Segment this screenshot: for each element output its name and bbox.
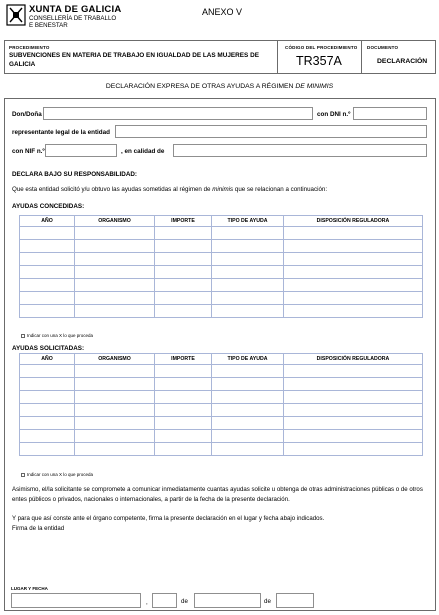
table-cell[interactable] <box>75 227 155 240</box>
table-cell[interactable] <box>20 404 75 417</box>
header-divider <box>277 41 278 73</box>
table-cell[interactable] <box>212 391 284 404</box>
table-cell[interactable] <box>20 378 75 391</box>
table-cell[interactable] <box>75 253 155 266</box>
year-field[interactable] <box>276 593 314 608</box>
table-cell[interactable] <box>284 253 423 266</box>
table-cell[interactable] <box>75 240 155 253</box>
table-row <box>20 391 423 404</box>
table-cell[interactable] <box>20 305 75 318</box>
table-cell[interactable] <box>75 430 155 443</box>
table-row <box>20 430 423 443</box>
table-cell[interactable] <box>155 365 212 378</box>
table-cell[interactable] <box>75 443 155 456</box>
declaration-form <box>4 98 436 611</box>
table-row <box>20 378 423 391</box>
attestation-paragraph: Y para que así conste ante el órgano competente, firma la presente declaración en el lugar y fecha abajo indicados. <box>12 515 325 522</box>
table-cell[interactable] <box>75 292 155 305</box>
table-row <box>20 266 423 279</box>
calidad-label: , en calidad de <box>121 148 165 155</box>
table-cell[interactable] <box>212 305 284 318</box>
table-cell[interactable] <box>212 443 284 456</box>
column-header: DISPOSICIÓN REGULADORA <box>284 216 423 227</box>
table-cell[interactable] <box>155 404 212 417</box>
nif-label: con NIF n.º <box>12 148 45 155</box>
column-header: AÑO <box>20 354 75 365</box>
column-header: ORGANISMO <box>75 216 155 227</box>
document-type: DECLARACIÓN <box>377 58 428 65</box>
table-cell[interactable] <box>75 305 155 318</box>
dni-field[interactable] <box>353 107 427 120</box>
table-cell[interactable] <box>284 391 423 404</box>
table-cell[interactable] <box>20 443 75 456</box>
column-header: IMPORTE <box>155 354 212 365</box>
table-cell[interactable] <box>155 279 212 292</box>
table-cell[interactable] <box>20 430 75 443</box>
table-cell[interactable] <box>20 266 75 279</box>
table-cell[interactable] <box>284 227 423 240</box>
place-field[interactable] <box>11 593 141 608</box>
table-row <box>20 292 423 305</box>
concedidas-note: Indicar con una X lo que proceda <box>21 333 93 338</box>
name-field[interactable] <box>43 107 313 120</box>
table-cell[interactable] <box>20 279 75 292</box>
commitment-paragraph: Asimismo, el/la solicitante se compromete a comunicar inmediatamente cuantas ayudas solicite u obtenga de otras administraciones públicas o de otros entes públicos o privados, nacionales o internacionales, a partir de la fecha de la presente declaración. <box>12 486 423 503</box>
table-cell[interactable] <box>212 279 284 292</box>
table-cell[interactable] <box>155 253 212 266</box>
de-label-2: de <box>264 598 271 605</box>
comma-separator: , <box>146 599 148 606</box>
concedidas-table <box>19 215 423 318</box>
de-label-1: de <box>181 598 188 605</box>
table-cell[interactable] <box>284 430 423 443</box>
table-cell[interactable] <box>20 391 75 404</box>
table-cell[interactable] <box>155 227 212 240</box>
table-cell[interactable] <box>284 292 423 305</box>
table-cell[interactable] <box>284 305 423 318</box>
table-row <box>20 365 423 378</box>
table-cell[interactable] <box>75 417 155 430</box>
don-label: Don/Doña <box>12 111 42 118</box>
table-cell[interactable] <box>155 292 212 305</box>
table-cell[interactable] <box>155 417 212 430</box>
table-row <box>20 305 423 318</box>
table-cell[interactable] <box>284 279 423 292</box>
table-cell[interactable] <box>284 404 423 417</box>
table-row <box>20 227 423 240</box>
table-cell[interactable] <box>212 378 284 391</box>
solicitadas-table <box>19 353 423 456</box>
checkbox-icon <box>21 334 25 338</box>
table-cell[interactable] <box>20 365 75 378</box>
table-row <box>20 443 423 456</box>
table-cell[interactable] <box>155 240 212 253</box>
table-cell[interactable] <box>155 430 212 443</box>
table-row <box>20 417 423 430</box>
dni-label: con DNI n.º <box>317 111 351 118</box>
table-cell[interactable] <box>75 279 155 292</box>
table-cell[interactable] <box>284 417 423 430</box>
table-cell[interactable] <box>284 378 423 391</box>
table-cell[interactable] <box>155 266 212 279</box>
solicitadas-title: AYUDAS SOLICITADAS: <box>12 345 85 352</box>
code-label: CÓDIGO DEL PROCEDIMIENTO <box>285 45 358 50</box>
table-cell[interactable] <box>212 417 284 430</box>
table-cell[interactable] <box>155 378 212 391</box>
table-cell[interactable] <box>20 240 75 253</box>
day-field[interactable] <box>152 593 177 608</box>
table-cell[interactable] <box>155 305 212 318</box>
table-row <box>20 253 423 266</box>
page-title: DECLARACIÓN EXPRESA DE OTRAS AYUDAS A RÉGIMEN DE MINIMIS <box>105 83 334 90</box>
table-header-row <box>20 216 423 227</box>
table-cell[interactable] <box>212 430 284 443</box>
table-row <box>20 240 423 253</box>
table-cell[interactable] <box>20 417 75 430</box>
header-divider <box>361 41 362 73</box>
procedure-label: PROCEDIMIENTO <box>9 45 50 50</box>
xunta-emblem-icon <box>6 4 26 26</box>
table-cell[interactable] <box>75 266 155 279</box>
table-cell[interactable] <box>284 443 423 456</box>
checkbox-icon <box>21 473 25 477</box>
table-cell[interactable] <box>284 365 423 378</box>
place-date-label: LUGAR Y FECHA <box>11 586 48 591</box>
table-cell[interactable] <box>284 266 423 279</box>
capacity-field[interactable] <box>173 144 427 157</box>
column-header: IMPORTE <box>155 216 212 227</box>
table-cell[interactable] <box>212 266 284 279</box>
table-cell[interactable] <box>212 253 284 266</box>
table-cell[interactable] <box>212 240 284 253</box>
table-cell[interactable] <box>212 404 284 417</box>
table-row <box>20 404 423 417</box>
concedidas-title: AYUDAS CONCEDIDAS: <box>12 203 85 210</box>
month-field[interactable] <box>194 593 261 608</box>
column-header: TIPO DE AYUDA <box>212 216 284 227</box>
table-cell[interactable] <box>20 227 75 240</box>
procedure-text: SUBVENCIONES EN MATERIA DE TRABAJO EN IGUALDAD DE LAS MUJERES DE GALICIA <box>9 52 259 68</box>
nif-field[interactable] <box>45 144 117 157</box>
table-cell[interactable] <box>155 443 212 456</box>
logo-subtitle-1: CONSELLERÍA DE TRABALLO <box>29 15 117 22</box>
table-cell[interactable] <box>75 365 155 378</box>
table-header-row <box>20 354 423 365</box>
procedure-header <box>4 40 436 74</box>
declara-heading: DECLARA BAJO SU RESPONSABILIDAD: <box>12 171 138 178</box>
table-cell[interactable] <box>20 253 75 266</box>
table-cell[interactable] <box>212 365 284 378</box>
declaration-statement: Que esta entidad solicitó y/u obtuvo las ayudas sometidas al régimen de minimis que se relacionan a continuación: <box>12 186 328 193</box>
column-header: TIPO DE AYUDA <box>212 354 284 365</box>
table-cell[interactable] <box>20 292 75 305</box>
document-label: DOCUMENTO <box>367 45 399 50</box>
signature-label: Firma de la entidad <box>12 525 65 532</box>
procedure-code: TR357A <box>296 54 342 68</box>
table-row <box>20 279 423 292</box>
column-header: ORGANISMO <box>75 354 155 365</box>
table-cell[interactable] <box>284 240 423 253</box>
xunta-logo <box>6 4 146 32</box>
column-header: AÑO <box>20 216 75 227</box>
solicitadas-note: Indicar con una X lo que proceda <box>21 472 93 477</box>
table-cell[interactable] <box>75 378 155 391</box>
table-cell[interactable] <box>75 404 155 417</box>
table-cell[interactable] <box>212 292 284 305</box>
table-cell[interactable] <box>75 391 155 404</box>
entity-field[interactable] <box>115 125 427 138</box>
column-header: DISPOSICIÓN REGULADORA <box>284 354 423 365</box>
table-cell[interactable] <box>155 391 212 404</box>
anexo-title: ANEXO V <box>202 7 243 17</box>
logo-title: XUNTA DE GALICIA <box>29 4 122 15</box>
logo-subtitle-2: E BENESTAR <box>29 22 68 29</box>
representative-label: representante legal de la entidad <box>12 129 110 136</box>
table-cell[interactable] <box>212 227 284 240</box>
